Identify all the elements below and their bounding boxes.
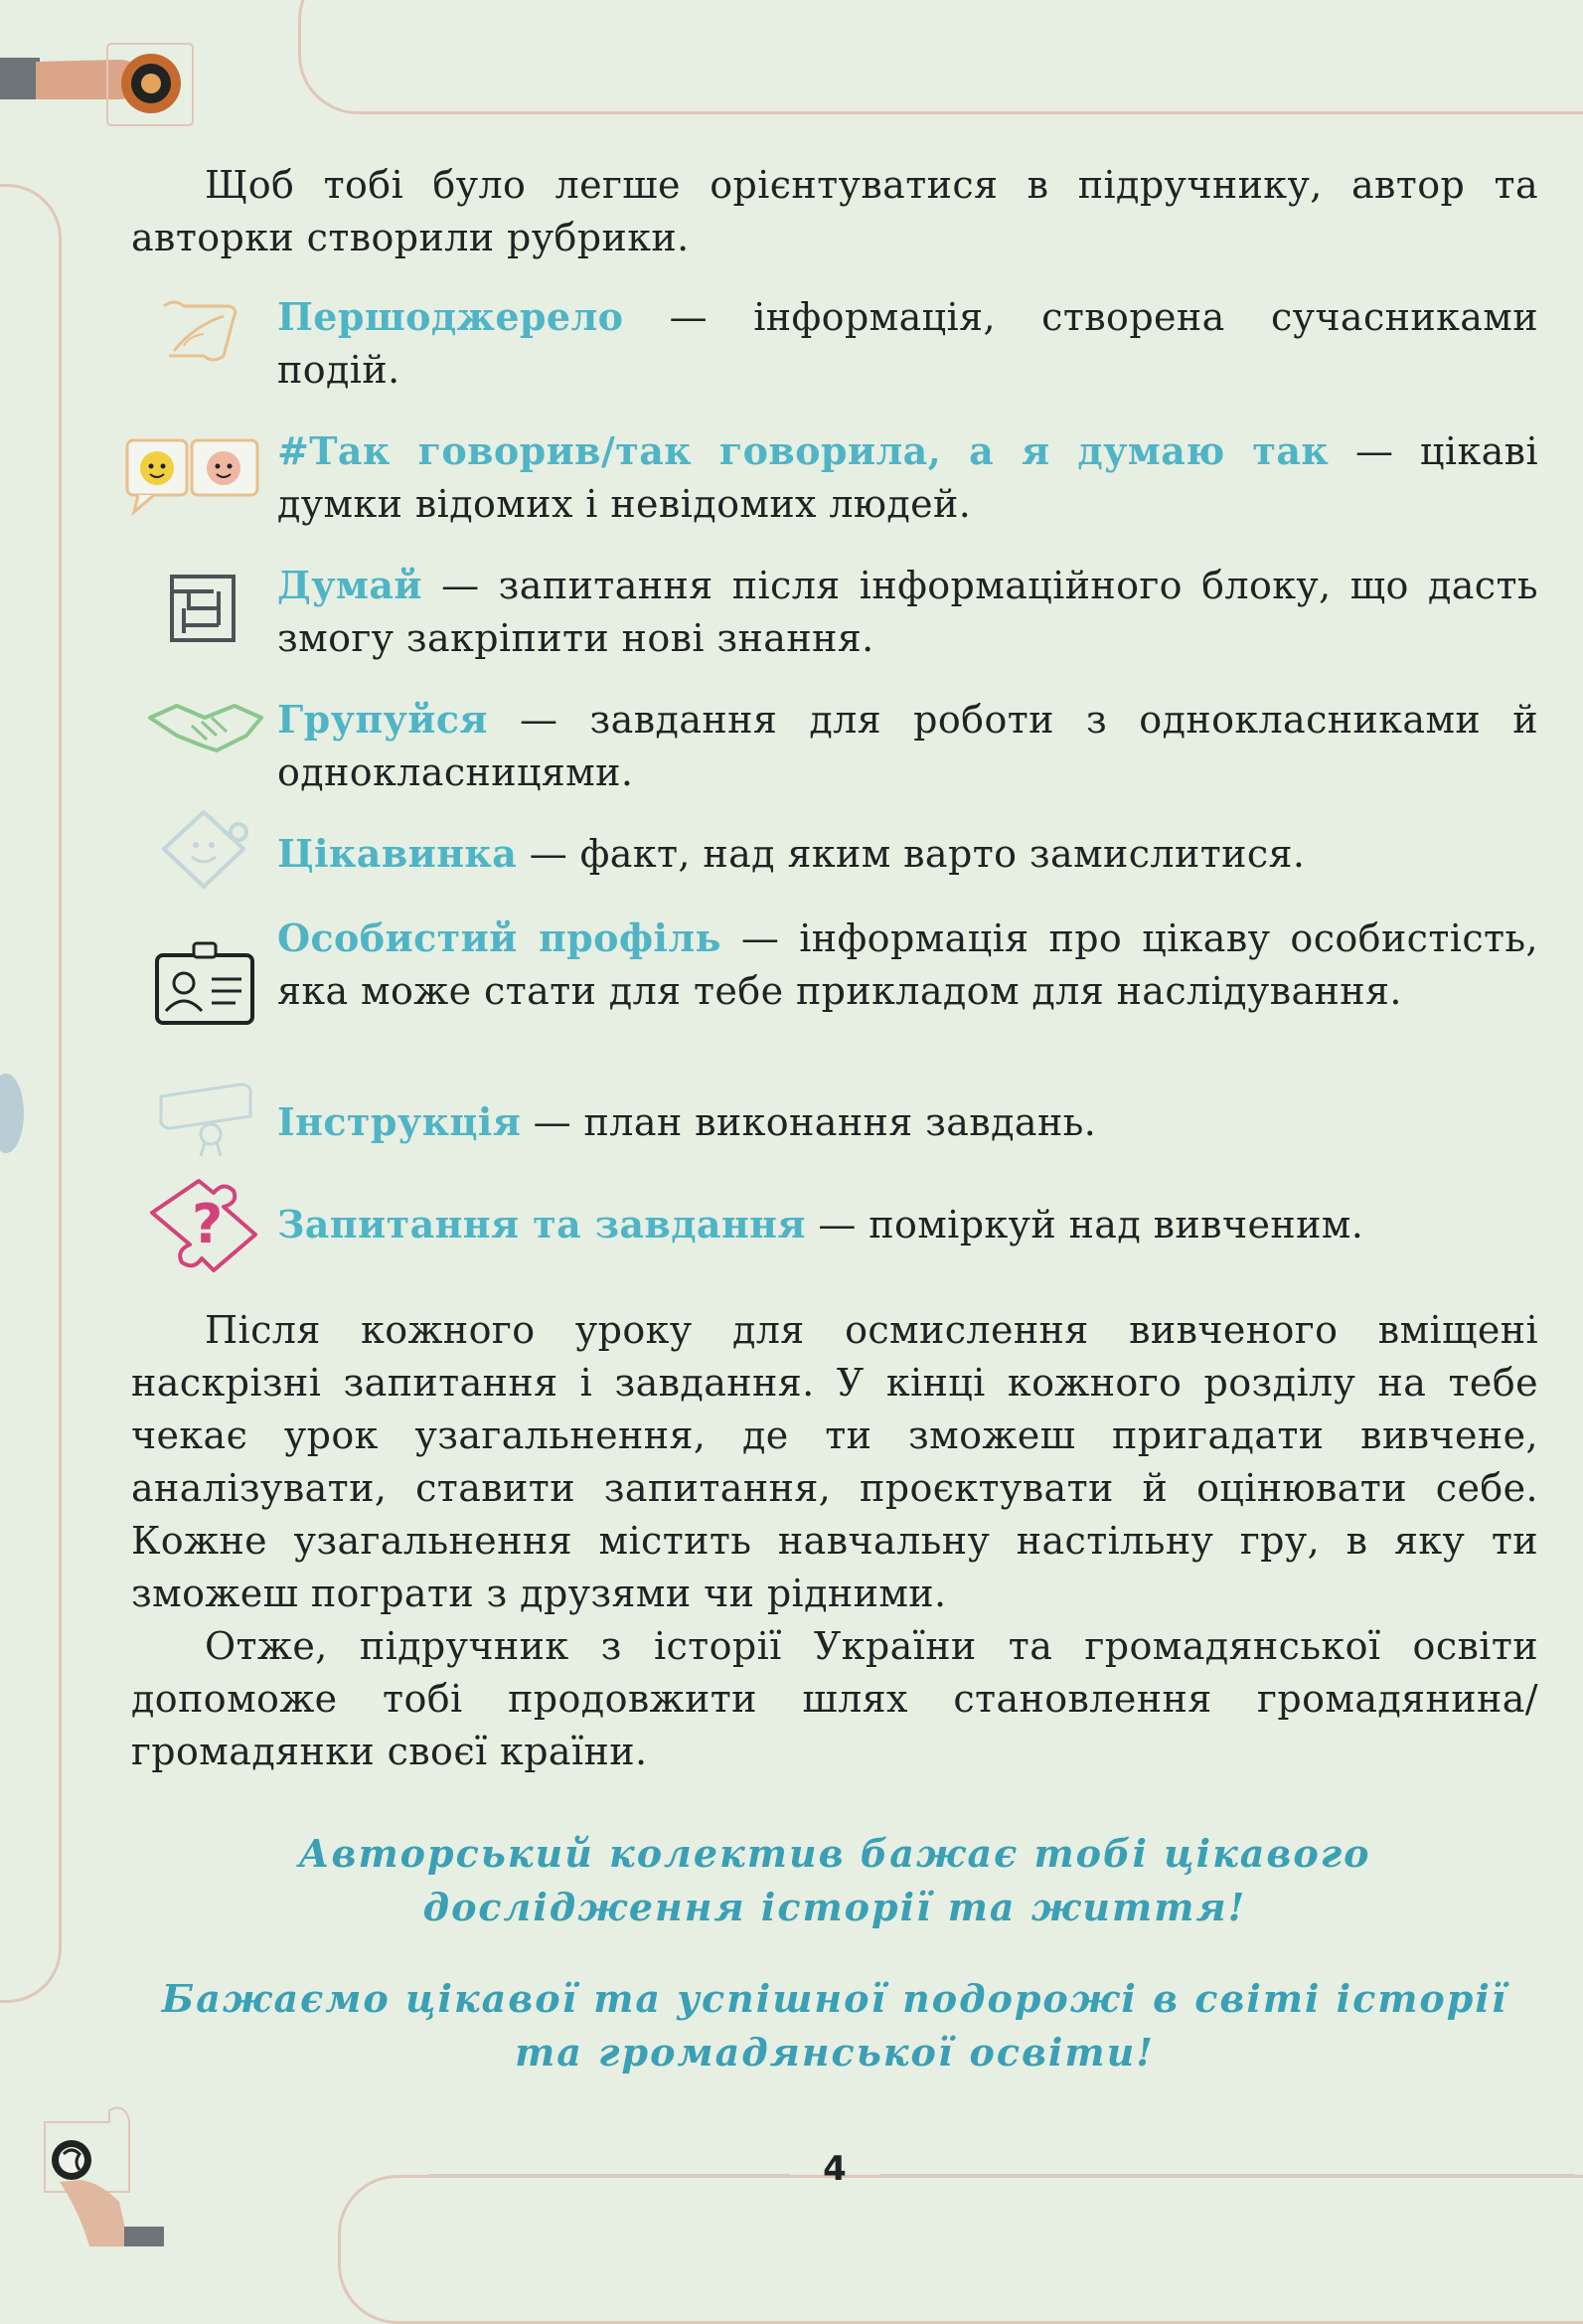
intro-text: Щоб тобі було легше орієнтуватися в підручнику, автор та авторки створили рубрики. (131, 163, 1538, 259)
rubric-instruction (277, 1095, 1538, 1149)
rubric-description: — факт, над яким варто замислитися. (517, 832, 1306, 876)
top-frame-border (298, 0, 1583, 114)
rubric-group (277, 693, 1538, 799)
handshake-icon (147, 696, 264, 755)
rubric-term: Групуйся (277, 697, 488, 742)
footer-rule-right (879, 2174, 1575, 2177)
rubric-think (277, 559, 1538, 665)
hand-compass-icon (0, 40, 229, 129)
footer-rule-left (427, 2174, 790, 2177)
edge-sticker-icon (0, 1069, 26, 1158)
rubric-description: — інформація про цікаву особистість, яка може стати для тебе прикладом для наслідування. (277, 916, 1539, 1013)
question-puzzle-icon (144, 1173, 263, 1277)
rubric-term: Інструкція (277, 1099, 522, 1144)
rubric-primary-source (277, 290, 1538, 397)
rubric-profile (277, 912, 1538, 1018)
paragraph-conclusion: Отже, підручник з історії України та громадянської освіти допоможе тобі продовжити шлях становлення громадянина/громадянки своєї країни. (131, 1624, 1538, 1773)
rubric-term: #Так говорив/так говорила, а я думаю так (277, 428, 1330, 473)
rubric-term: Думай (277, 563, 422, 607)
rubric-term: Цікавинка (277, 831, 518, 876)
diploma-scroll-icon (151, 1077, 260, 1158)
hand-puzzle-icon (30, 2102, 169, 2246)
closing-wish-journey: Бажаємо цікавої та успішної подорожі в світі історії та громадянської освіти! (161, 1976, 1508, 2075)
rubric-term: Першоджерело (277, 294, 624, 339)
page-number: 4 (823, 2149, 847, 2189)
rubric-term: Запитання та завдання (277, 1202, 806, 1246)
rubric-description: — інформація, створена сучасниками подій. (277, 295, 1538, 392)
rubric-description: — план виконання завдань. (521, 1100, 1097, 1144)
maze-icon (169, 574, 238, 645)
scroll-quill-icon (154, 296, 243, 366)
smiley-puzzle-icon (154, 807, 255, 892)
rubric-term: Особистий профіль (277, 915, 721, 960)
rubric-fun-fact (277, 827, 1538, 881)
rubric-opinion (277, 424, 1538, 531)
rubric-description: — поміркуй над вивченим. (805, 1203, 1364, 1246)
closing-wish-authors: Авторський колектив бажає тобі цікавого дослідження історії та життя! (298, 1831, 1371, 1929)
svg-text:?: ? (192, 1193, 224, 1255)
rubric-questions (277, 1198, 1538, 1251)
speech-bubbles-faces-icon (124, 432, 263, 520)
rubric-description: — цікаві думки відомих і невідомих людей. (277, 429, 1538, 526)
rubric-description: — запитання після інформаційного блоку, що дасть змогу закріпити нові знання. (277, 564, 1538, 660)
rubric-description: — завдання для роботи з однокласниками й однокласницями. (277, 698, 1538, 794)
bottom-frame-border (338, 2175, 1583, 2324)
id-badge-icon (154, 939, 255, 1027)
paragraph-summary: Після кожного уроку для осмислення вивченого вміщені наскрізні запитання і завдання. У кінці кожного розділу на тебе чекає урок узагальнення, де ти зможеш пригадати вивчене, аналізувати, ставити запитання, проєктувати й оцінювати себе. Кожне узагальнення містить навчальну настільну гру, в яку ти зможеш пограти з друзями чи рідними. (131, 1308, 1538, 1615)
